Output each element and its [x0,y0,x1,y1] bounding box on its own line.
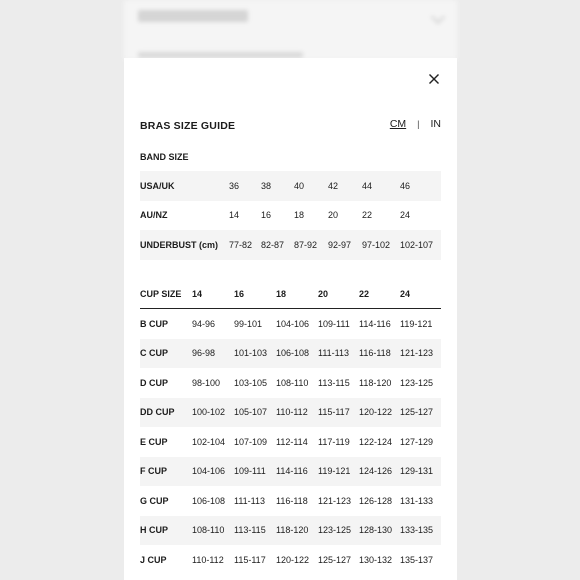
table-cell: 120-122 [276,554,310,565]
table-cell: 22 [362,210,373,221]
table-cell: 96-98 [192,339,234,369]
table-cell: 94-96 [192,318,216,329]
table-cell: 120-122 [359,398,400,428]
table-cell: 123-125 [318,516,359,546]
row-label: H CUP [140,516,192,546]
table-row [140,368,441,398]
table-cell: 106-108 [276,339,318,369]
table-cell: 103-105 [234,377,268,388]
unit-cm-link[interactable]: CM [389,118,407,130]
row-label: UNDERBUST (cm) [140,230,229,260]
table-cell: 98-100 [192,377,221,388]
table-row [140,398,441,428]
table-cell: 82-87 [261,230,294,260]
row-label: C CUP [140,339,192,369]
table-cell: 14 [229,210,240,221]
table-cell: 42 [328,171,362,201]
table-cell: 110-112 [276,398,318,428]
table-cell: 116-118 [359,339,400,369]
row-label: F CUP [140,457,192,487]
column-header: CUP SIZE [140,279,192,309]
row-label: E CUP [140,436,168,447]
table-row [140,457,441,487]
table-cell: 113-115 [234,516,276,546]
table-cell: 100-102 [192,398,234,428]
table-cell: 102-107 [400,230,441,260]
table-row [140,486,441,516]
table-row [140,545,441,575]
column-header: 14 [192,279,234,309]
table-cell: 121-123 [318,495,352,506]
table-cell: 16 [261,210,272,221]
band-size-caption: BAND SIZE [140,151,189,162]
table-row [140,201,441,231]
column-header: 16 [234,279,276,309]
size-guide-title: BRAS SIZE GUIDE [140,120,236,132]
row-label: J CUP [140,554,167,565]
table-cell: 123-125 [400,377,434,388]
table-cell: 114-116 [359,318,391,329]
table-cell: 92-97 [328,230,362,260]
table-cell: 118-120 [359,377,392,388]
table-cell: 111-113 [318,339,359,369]
table-cell: 109-111 [318,318,350,329]
background-page [124,0,457,60]
table-cell: 101-103 [234,339,276,369]
table-cell: 104-106 [276,318,310,329]
table-cell: 87-92 [294,230,328,260]
table-cell: 116-118 [276,495,308,506]
table-cell: 20 [328,210,339,221]
table-cell: 121-123 [400,339,441,369]
background-heading [138,10,248,22]
table-cell: 117-119 [318,436,350,447]
table-cell: 122-124 [359,436,393,447]
table-cell: 107-109 [234,436,268,447]
table-cell: 115-117 [318,398,359,428]
table-cell: 129-131 [400,457,441,487]
table-cell: 131-133 [400,495,434,506]
table-cell: 104-106 [192,457,234,487]
table-cell: 115-117 [234,554,266,565]
table-cell: 114-116 [276,457,318,487]
cup-size-table [140,279,441,575]
unit-separator: | [417,119,420,129]
table-cell: 135-137 [400,554,434,565]
table-cell: 99-101 [234,318,263,329]
table-cell: 46 [400,171,441,201]
column-header: 24 [400,279,441,309]
table-cell: 36 [229,171,261,201]
table-cell: 127-129 [400,436,434,447]
table-cell: 109-111 [234,457,276,487]
row-label: D CUP [140,377,169,388]
table-cell: 124-126 [359,457,400,487]
row-label: G CUP [140,495,169,506]
table-cell: 18 [294,210,305,221]
table-cell: 112-114 [276,436,308,447]
table-row [140,309,441,339]
table-cell: 128-130 [359,516,400,546]
column-header: 22 [359,279,400,309]
table-row [140,339,441,369]
table-cell: 119-121 [318,457,359,487]
table-row [140,230,441,260]
chevron-down-icon [431,10,445,24]
table-cell: 108-110 [276,377,309,388]
column-header: 18 [276,279,318,309]
table-cell: 108-110 [192,516,234,546]
size-guide-modal [124,58,457,580]
table-row [140,516,441,546]
table-cell: 130-132 [359,554,393,565]
unit-toggle [390,118,441,130]
table-cell: 113-115 [318,377,350,388]
table-cell: 77-82 [229,230,261,260]
table-cell: 118-120 [276,516,318,546]
table-cell: 110-112 [192,554,224,565]
close-button[interactable] [426,71,442,87]
table-cell: 44 [362,171,400,201]
table-cell: 125-127 [318,554,352,565]
unit-in-link[interactable]: IN [430,118,441,130]
table-cell: 125-127 [400,398,441,428]
table-cell: 97-102 [362,230,400,260]
row-label: B CUP [140,318,169,329]
table-row [140,171,441,201]
table-cell: 105-107 [234,398,276,428]
band-size-table [140,142,441,260]
table-cell: 102-104 [192,436,226,447]
table-cell: 111-113 [234,495,266,506]
column-header: 20 [318,279,359,309]
table-cell: 126-128 [359,495,393,506]
table-cell: 133-135 [400,516,441,546]
table-cell: 40 [294,171,328,201]
row-label: AU/NZ [140,210,168,221]
row-label: DD CUP [140,398,192,428]
table-cell: 119-121 [400,318,433,329]
close-icon [426,71,442,87]
table-cell: 38 [261,171,294,201]
table-cell: 24 [400,210,411,221]
row-label: USA/UK [140,171,229,201]
table-row [140,427,441,457]
table-cell: 106-108 [192,495,226,506]
